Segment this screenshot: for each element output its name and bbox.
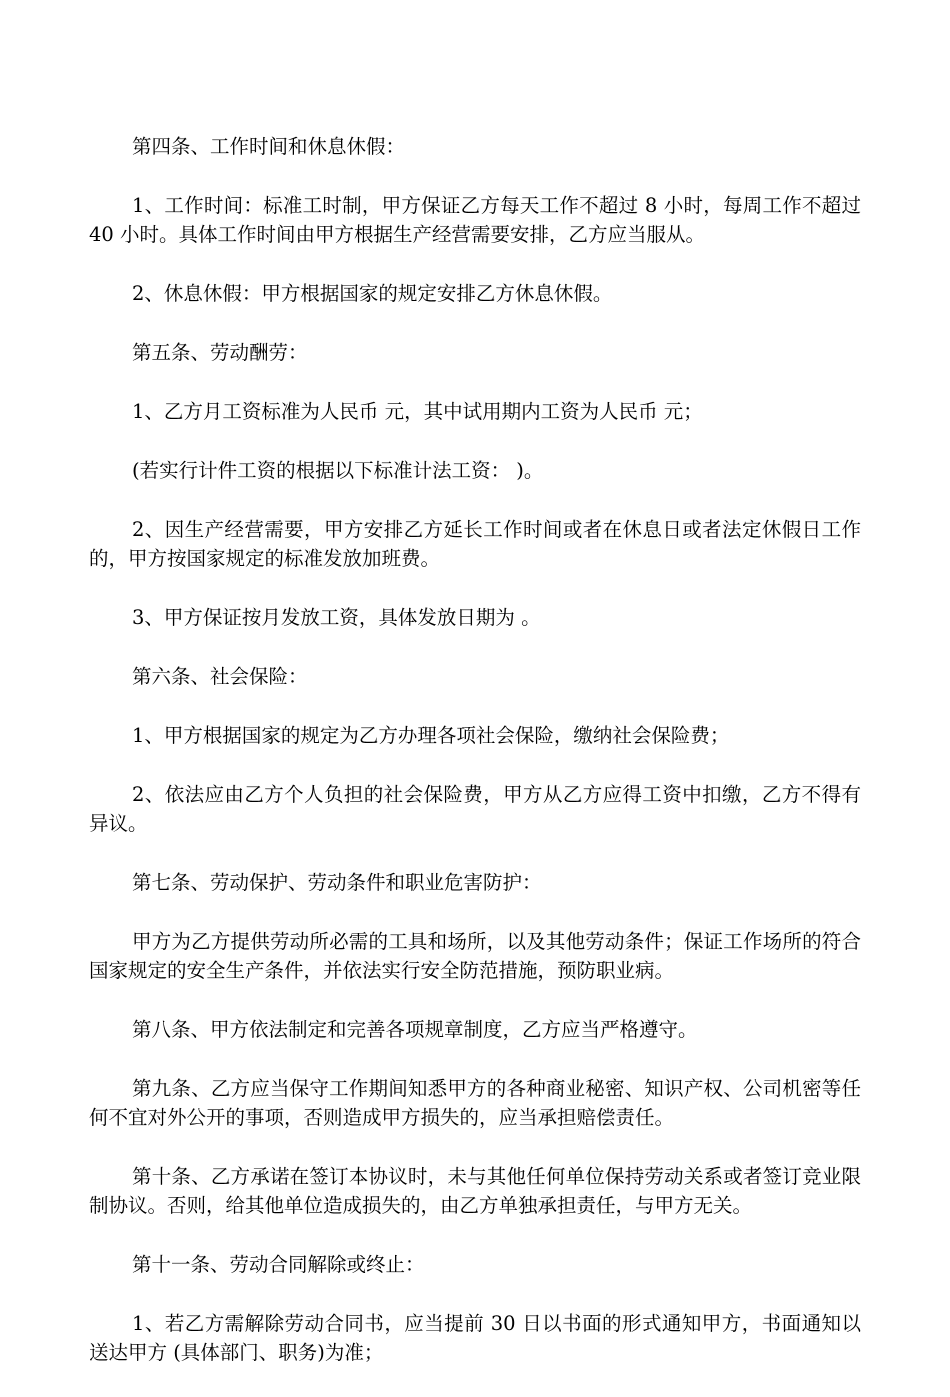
article-4-heading: 第四条、工作时间和休息休假：: [132, 135, 406, 158]
article-11-heading: 第十一条、劳动合同解除或终止：: [132, 1253, 425, 1276]
article-8: 第八条、甲方依法制定和完善各项规章制度，乙方应当严格遵守。: [132, 1018, 698, 1041]
article-10: 第十条、乙方承诺在签订本协议时，未与其他任何单位保持劳动关系或者签订竞业限制协议。否则，给其他单位造成损失的，由乙方单独承担责任，与甲方无关。: [89, 1165, 861, 1217]
article-5-clause-1: 1、乙方月工资标准为人民币 元，其中试用期内工资为人民币 元；: [132, 400, 703, 423]
document-body: [89, 132, 861, 1397]
article-9: 第九条、乙方应当保守工作期间知悉甲方的各种商业秘密、知识产权、公司机密等任何不宜对外公开的事项，否则造成甲方损失的，应当承担赔偿责任。: [89, 1077, 861, 1129]
article-5-clause-3: 3、甲方保证按月发放工资，具体发放日期为 。: [132, 606, 541, 629]
article-5-piecework-note: (若实行计件工资的根据以下标准计法工资： )。: [132, 459, 544, 482]
article-7-body: 甲方为乙方提供劳动所必需的工具和场所，以及其他劳动条件；保证工作场所的符合国家规定的安全生产条件，并依法实行安全防范措施，预防职业病。: [89, 930, 861, 982]
article-7-heading: 第七条、劳动保护、劳动条件和职业危害防护：: [132, 871, 542, 894]
article-4-clause-1: 1、工作时间：标准工时制，甲方保证乙方每天工作不超过 8 小时，每周工作不超过 40 小时。具体工作时间由甲方根据生产经营需要安排，乙方应当服从。: [89, 194, 861, 246]
article-5-clause-2: 2、因生产经营需要，甲方安排乙方延长工作时间或者在休息日或者法定休假日工作的，甲方按国家规定的标准发放加班费。: [89, 518, 861, 570]
article-6-clause-2: 2、依法应由乙方个人负担的社会保险费，甲方从乙方应得工资中扣缴，乙方不得有异议。: [89, 783, 861, 835]
article-4-clause-2: 2、休息休假：甲方根据国家的规定安排乙方休息休假。: [132, 282, 613, 305]
article-5-heading: 第五条、劳动酬劳：: [132, 341, 308, 364]
article-11-clause-1: 1、若乙方需解除劳动合同书，应当提前 30 日以书面的形式通知甲方，书面通知以送达甲方 (具体部门、职务)为准；: [89, 1312, 861, 1364]
article-6-heading: 第六条、社会保险：: [132, 665, 308, 688]
article-6-clause-1: 1、甲方根据国家的规定为乙方办理各项社会保险，缴纳社会保险费；: [132, 724, 730, 747]
